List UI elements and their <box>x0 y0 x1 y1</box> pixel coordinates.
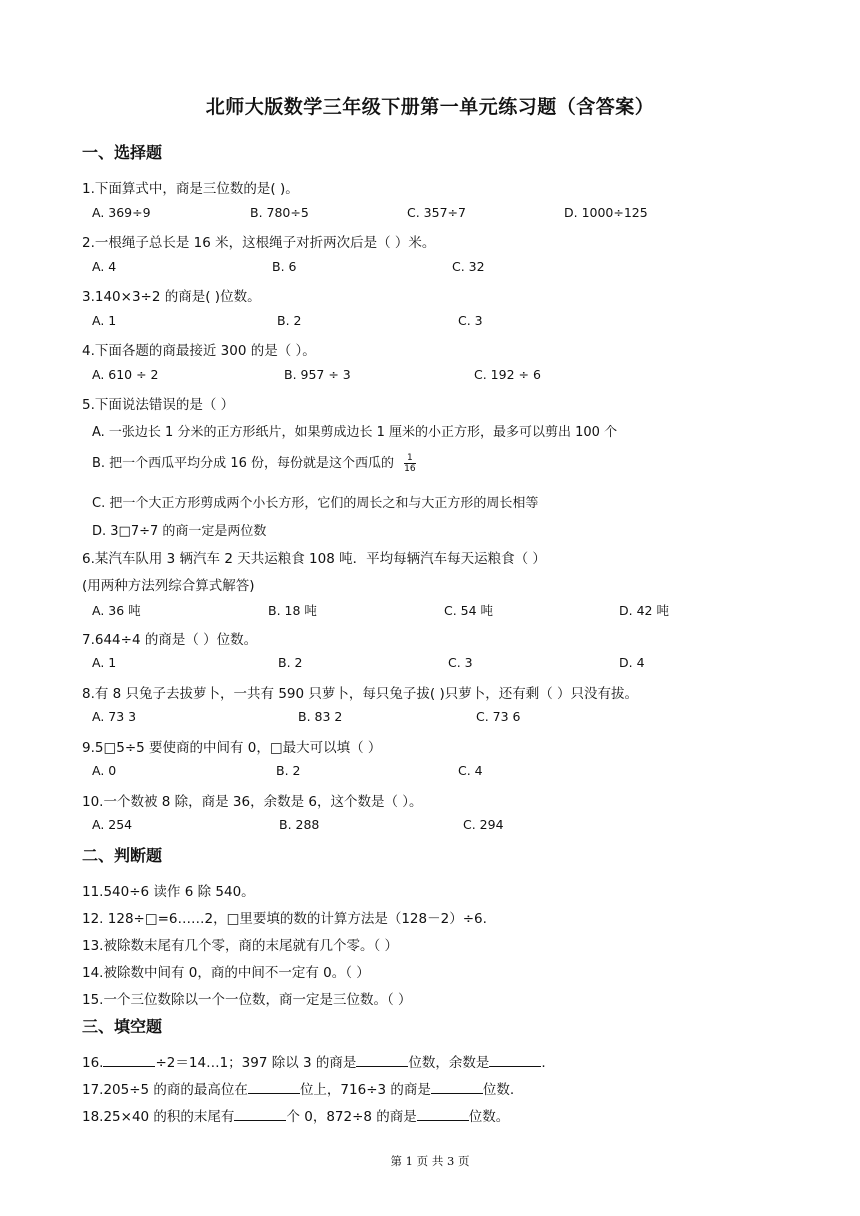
question-4-options <box>92 367 812 385</box>
option-c: C. 73 6 <box>476 709 521 724</box>
text-part: 17.205÷5 的商的最高位在 <box>82 1082 248 1098</box>
question-2-options <box>92 259 812 277</box>
option-b: B. 2 <box>278 655 303 670</box>
question-14: 14.被除数中间有 0，商的中间不一定有 0。（ ） <box>82 965 370 981</box>
document-title: 北师大版数学三年级下册第一单元练习题（含答案） <box>205 96 655 118</box>
text-part: 16. <box>82 1055 104 1071</box>
option-a: A. 0 <box>92 763 117 778</box>
text-part: 个 0，872÷8 的商是 <box>286 1109 417 1125</box>
option-a: A. 36 吨 <box>92 603 141 618</box>
option-c: C. 4 <box>458 763 483 778</box>
option-a: A. 254 <box>92 817 133 832</box>
question-1: 1.下面算式中，商是三位数的是( )。 <box>82 181 299 197</box>
question-3-options <box>92 313 812 331</box>
option-c: C. 3 <box>448 655 473 670</box>
option-a: A. 4 <box>92 259 117 274</box>
question-5: 5.下面说法错误的是（ ） <box>82 397 235 413</box>
option-b: B. 6 <box>272 259 297 274</box>
option-a: A. 369÷9 <box>92 205 151 220</box>
question-6-options <box>92 601 812 619</box>
question-18 <box>82 1105 509 1125</box>
question-9: 9.5□5÷5 要使商的中间有 0，□最大可以填（ ） <box>82 740 382 756</box>
question-8-options <box>92 709 812 727</box>
fraction-one-sixteenth <box>404 453 415 474</box>
question-17 <box>82 1078 514 1098</box>
option-c: C. 294 <box>463 817 504 832</box>
question-16 <box>82 1051 546 1071</box>
option-b: B. 18 吨 <box>268 603 317 618</box>
option-b-text: B. 把一个西瓜平均分成 16 份，每份就是这个西瓜的 <box>92 456 394 471</box>
option-a: A. 1 <box>92 655 117 670</box>
option-a: A. 73 3 <box>92 709 137 724</box>
question-15: 15.一个三位数除以一个一位数，商一定是三位数。（ ） <box>82 992 412 1008</box>
option-b: B. 780÷5 <box>250 205 309 220</box>
option-c: C. 32 <box>452 259 485 274</box>
section-heading-fill: 三、填空题 <box>82 1017 163 1036</box>
fraction-denominator: 16 <box>404 464 416 474</box>
answer-blank <box>417 1107 469 1121</box>
question-4: 4.下面各题的商最接近 300 的是（ ）。 <box>82 343 316 359</box>
answer-blank <box>356 1053 408 1067</box>
question-5-option-b <box>92 452 416 474</box>
section-heading-choice: 一、选择题 <box>82 143 163 162</box>
question-12: 12. 128÷□=6……2，□里要填的数的计算方法是（128－2）÷6. <box>82 911 487 927</box>
option-d: D. 42 吨 <box>619 603 669 618</box>
page-footer: 第 1 页 共 3 页 <box>390 1154 470 1168</box>
question-1-options <box>92 205 812 223</box>
question-5-option-d: D. 3□7÷7 的商一定是两位数 <box>92 524 267 539</box>
question-3: 3.140×3÷2 的商是( )位数。 <box>82 289 261 305</box>
option-b: B. 83 2 <box>298 709 343 724</box>
option-a: A. 1 <box>92 313 117 328</box>
question-6-note: (用两种方法列综合算式解答) <box>82 578 255 594</box>
option-c: C. 357÷7 <box>407 205 466 220</box>
question-10-options <box>92 817 812 835</box>
answer-blank <box>489 1053 541 1067</box>
text-part: 18.25×40 的积的末尾有 <box>82 1109 235 1125</box>
question-5-option-a: A. 一张边长 1 分米的正方形纸片，如果剪成边长 1 厘米的小正方形，最多可以剪出 100 个 <box>92 425 618 440</box>
option-b: B. 2 <box>276 763 301 778</box>
option-c: C. 192 ÷ 6 <box>474 367 541 382</box>
question-7: 7.644÷4 的商是（ ）位数。 <box>82 632 258 648</box>
text-part: 位数. <box>482 1082 515 1098</box>
option-d: D. 4 <box>619 655 645 670</box>
question-11: 11.540÷6 读作 6 除 540。 <box>82 884 255 900</box>
section-heading-judgement: 二、判断题 <box>82 846 163 865</box>
answer-blank <box>234 1107 286 1121</box>
option-b: B. 957 ÷ 3 <box>284 367 351 382</box>
option-b: B. 2 <box>277 313 302 328</box>
question-5-option-c: C. 把一个大正方形剪成两个小长方形，它们的周长之和与大正方形的周长相等 <box>92 496 539 511</box>
text-part: 位数，余数是 <box>408 1055 490 1071</box>
question-8: 8.有 8 只兔子去拔萝卜，一共有 590 只萝卜，每只兔子拔( )只萝卜，还有剩（ ）只没有拔。 <box>82 686 639 702</box>
answer-blank <box>431 1080 483 1094</box>
answer-blank <box>103 1053 155 1067</box>
question-9-options <box>92 763 812 781</box>
option-d: D. 1000÷125 <box>564 205 648 220</box>
question-10: 10.一个数被 8 除，商是 36，余数是 6，这个数是（ ）。 <box>82 794 423 810</box>
answer-blank <box>248 1080 300 1094</box>
text-part: . <box>541 1055 546 1071</box>
question-6: 6.某汽车队用 3 辆汽车 2 天共运粮食 108 吨．平均每辆汽车每天运粮食（ ） <box>82 551 546 567</box>
text-part: 位数。 <box>468 1109 510 1125</box>
text-part: 位上，716÷3 的商是 <box>299 1082 431 1098</box>
option-c: C. 3 <box>458 313 483 328</box>
text-part: ÷2＝14…1；397 除以 3 的商是 <box>155 1055 357 1071</box>
question-7-options <box>92 655 812 673</box>
fraction-numerator: 1 <box>404 453 415 464</box>
option-c: C. 54 吨 <box>444 603 494 618</box>
question-2: 2.一根绳子总长是 16 米，这根绳子对折两次后是（ ）米。 <box>82 235 436 251</box>
question-13: 13.被除数末尾有几个零，商的末尾就有几个零。（ ） <box>82 938 399 954</box>
option-a: A. 610 ÷ 2 <box>92 367 159 382</box>
option-b: B. 288 <box>279 817 320 832</box>
